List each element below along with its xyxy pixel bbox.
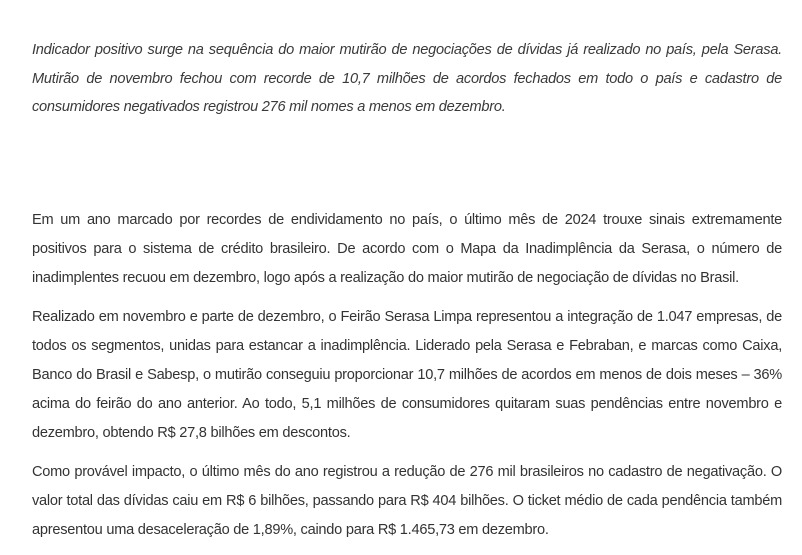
article <box>32 36 782 538</box>
article-paragraph-1: Em um ano marcado por recordes de endividamento no país, o último mês de 2024 trouxe sinais extremamente positivos para o sistema de crédito brasileiro. De acordo com o Mapa da Inadimplência da Serasa, o número de inadimplentes recuou em dezembro, logo após a realização do maior mutirão de negociação de dívidas no Brasil. <box>32 212 782 286</box>
article-body <box>32 206 782 555</box>
article-paragraph-2: Realizado em novembro e parte de dezembro, o Feirão Serasa Limpa representou a integração de 1.047 empresas, de todos os segmentos, unidas para estancar a inadimplência. Liderado pela Serasa e Febraban, e marcas como Caixa, Banco do Brasil e Sabesp, o mutirão conseguiu proporcionar 10,7 milhões de acordos em menos de dois meses – 36% acima do feirão do ano anterior. Ao todo, 5,1 milhões de consumidores quitaram suas pendências entre novembro e dezembro, obtendo R$ 27,8 bilhões em descontos. <box>32 309 782 441</box>
article-paragraph-3: Como provável impacto, o último mês do ano registrou a redução de 276 mil brasileiros no cadastro de negativação. O valor total das dívidas caiu em R$ 6 bilhões, passando para R$ 404 bilhões. O ticket médio de cada pendência também apresentou uma desaceleração de 1,89%, caindo para R$ 1.465,73 em dezembro. <box>32 464 782 538</box>
article-lead: Indicador positivo surge na sequência do maior mutirão de negociações de dívidas já realizado no país, pela Serasa. Mutirão de novembro fechou com recorde de 10,7 milhões de acordos fechados em todo o país e cadastro de consumidores negativados registrou 276 mil nomes a menos em dezembro. <box>32 42 782 115</box>
